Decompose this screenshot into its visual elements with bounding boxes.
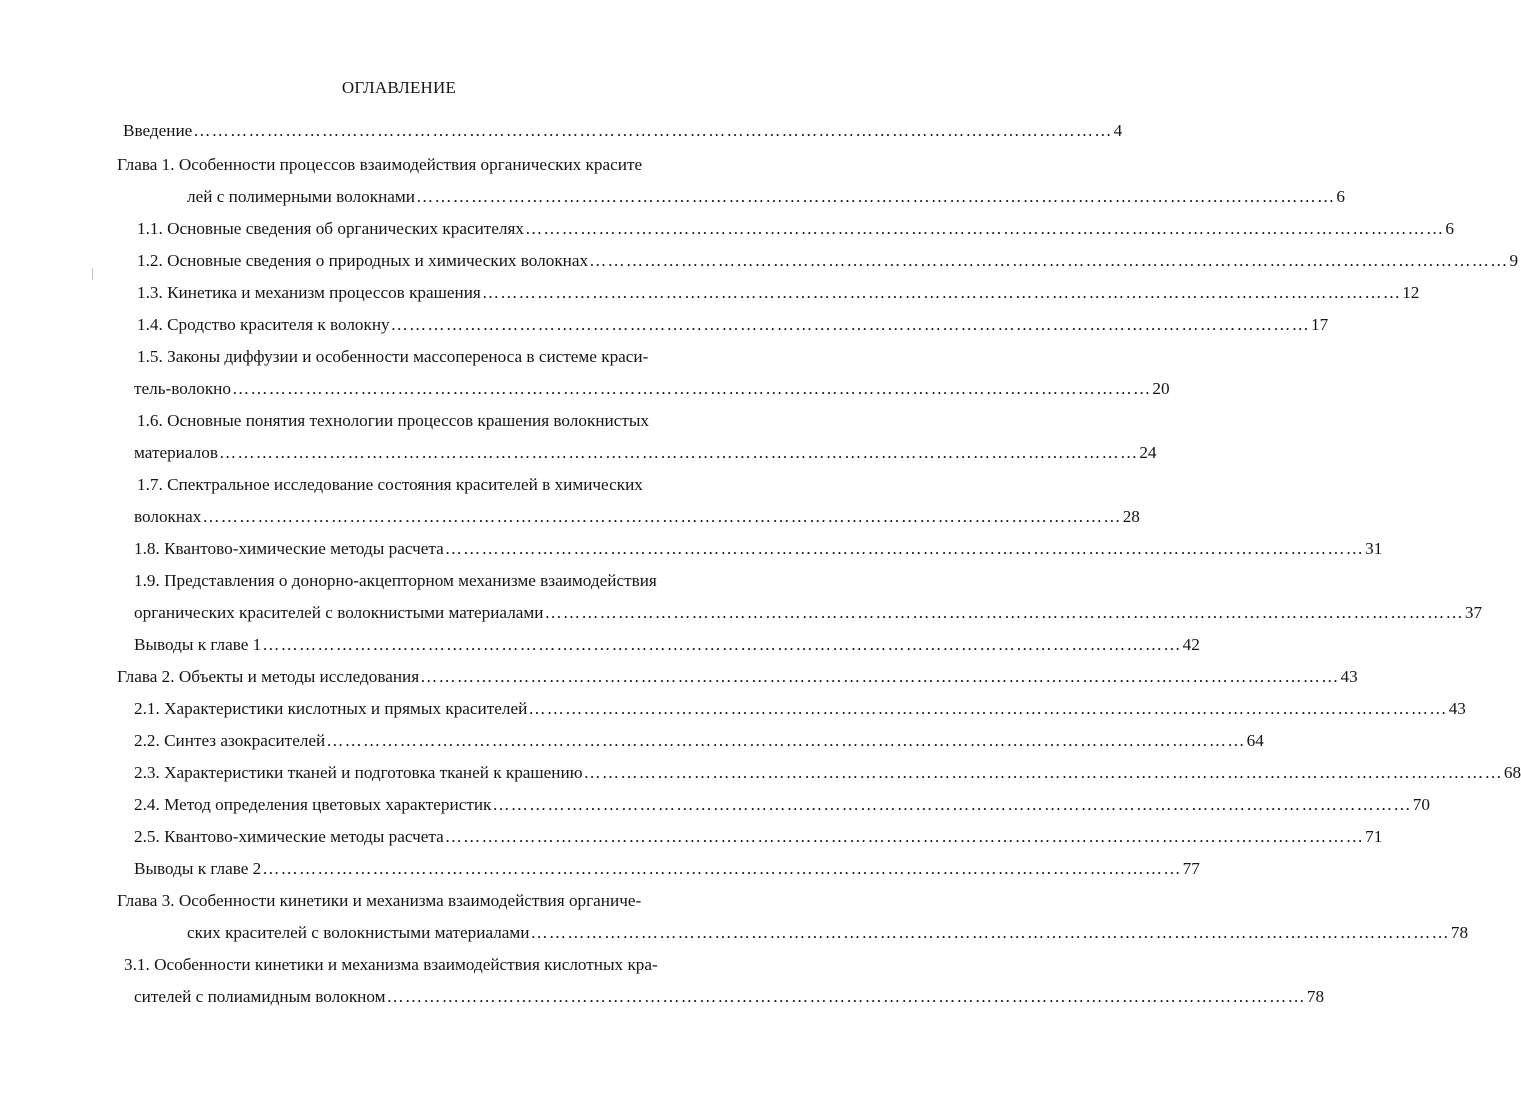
leader-dots: ……………………………………………………………………………………………………………………………………	[492, 795, 1412, 814]
toc-entry-chapter-1	[117, 154, 717, 176]
toc-entry-text: Введение	[123, 121, 193, 140]
toc-entry-text: 1.9. Представления о донорно-акцепторном механизме взаимодействия	[134, 571, 657, 590]
toc-page-number: 28	[1122, 507, 1140, 526]
toc-page-number: 20	[1152, 379, 1170, 398]
toc-entry-text: волокнах	[134, 507, 202, 526]
toc-entry-text: 2.4. Метод определения цветовых характеристик	[134, 795, 492, 814]
toc-entry-1-1	[137, 218, 1454, 240]
toc-entry-text: Выводы к главе 1	[134, 635, 262, 654]
leader-dots: ……………………………………………………………………………………………………………………………………	[386, 987, 1306, 1006]
toc-entry-1-4	[137, 314, 1329, 336]
leader-dots: ……………………………………………………………………………………………………………………………………	[415, 187, 1336, 206]
leader-dots: ……………………………………………………………………………………………………………………………………	[530, 923, 1450, 942]
toc-entry-text: лей с полимерными волокнами	[187, 187, 415, 206]
toc-entry-2-3	[134, 762, 1521, 784]
toc-page-number: 77	[1182, 859, 1200, 878]
toc-entry-text: 1.4. Сродство красителя к волокну	[137, 315, 390, 334]
page-title: ОГЛАВЛЕНИЕ	[341, 78, 457, 97]
toc-entry-chapter-3-cont	[187, 922, 1469, 944]
toc-entry-1-7-cont	[134, 506, 1140, 528]
toc-entry-1-5	[137, 346, 717, 368]
toc-entry-2-5	[134, 826, 1383, 848]
toc-entry-text: сителей с полиамидным волокном	[134, 987, 386, 1006]
toc-page-number: 43	[1448, 699, 1466, 718]
leader-dots: ……………………………………………………………………………………………………………………………………	[262, 635, 1182, 654]
leader-dots: ……………………………………………………………………………………………………………………………………	[420, 667, 1340, 686]
toc-entry-conclusions-1	[134, 634, 1200, 656]
toc-entry-text: 1.3. Кинетика и механизм процессов крашения	[137, 283, 481, 302]
toc-page-number: 37	[1464, 603, 1483, 622]
toc-page-number: 17	[1311, 315, 1329, 334]
toc-entry-text: 2.1. Характеристики кислотных и прямых красителей	[134, 699, 528, 718]
toc-entry-introduction	[123, 120, 1123, 142]
toc-entry-1-8	[134, 538, 1383, 560]
toc-entry-1-7	[137, 474, 717, 496]
leader-dots: ……………………………………………………………………………………………………………………………………	[193, 121, 1113, 140]
toc-page-number: 64	[1246, 731, 1264, 750]
toc-entry-text: ских красителей с волокнистыми материалами	[187, 923, 530, 942]
toc-entry-text: 1.7. Спектральное исследование состояния красителей в химических	[137, 475, 643, 494]
leader-dots: ……………………………………………………………………………………………………………………………………	[528, 699, 1448, 718]
toc-entry-3-1-cont	[134, 986, 1325, 1008]
leader-dots: ……………………………………………………………………………………………………………………………………	[202, 507, 1122, 526]
toc-entry-text: Глава 2. Объекты и методы исследования	[117, 667, 420, 686]
toc-page-number: 68	[1503, 763, 1521, 782]
toc-page-number: 43	[1340, 667, 1358, 686]
toc-entry-1-6	[137, 410, 717, 432]
toc-entry-text: Глава 1. Особенности процессов взаимодействия органических красите	[117, 155, 643, 174]
toc-page-number: 78	[1306, 987, 1325, 1006]
leader-dots: ……………………………………………………………………………………………………………………………………	[390, 315, 1311, 334]
toc-page-number: 24	[1139, 443, 1157, 462]
toc-entry-text: 2.2. Синтез азокрасителей	[134, 731, 326, 750]
toc-entry-2-1	[134, 698, 1466, 720]
toc-entry-1-5-cont	[134, 378, 1170, 400]
toc-entry-chapter-3	[117, 890, 717, 912]
toc-entry-chapter-1-cont	[187, 186, 1345, 208]
toc-entry-3-1	[124, 954, 717, 976]
toc-entry-text: 1.5. Законы диффузии и особенности массопереноса в системе краси-	[137, 347, 649, 366]
leader-dots: ……………………………………………………………………………………………………………………………………	[326, 731, 1246, 750]
leader-dots: ……………………………………………………………………………………………………………………………………	[544, 603, 1464, 622]
toc-entry-2-4	[134, 794, 1430, 816]
toc-entry-text: Глава 3. Особенности кинетики и механизма взаимодействия органиче-	[117, 891, 642, 910]
leader-dots: ……………………………………………………………………………………………………………………………………	[444, 827, 1365, 846]
toc-page-number: 6	[1336, 187, 1345, 206]
toc-page-number: 6	[1445, 219, 1454, 238]
toc-entry-1-3	[137, 282, 1420, 304]
toc-entry-text: 2.3. Характеристики тканей и подготовка тканей к крашению	[134, 763, 583, 782]
leader-dots: ……………………………………………………………………………………………………………………………………	[481, 283, 1402, 302]
toc-page-number: 78	[1450, 923, 1469, 942]
toc-entry-1-2	[137, 250, 1519, 272]
leader-dots: ……………………………………………………………………………………………………………………………………	[589, 251, 1509, 270]
leader-dots: ……………………………………………………………………………………………………………………………………	[262, 859, 1182, 878]
toc-entry-1-6-cont	[134, 442, 1157, 464]
toc-entry-text: 1.6. Основные понятия технологии процессов крашения волокнистых	[137, 411, 649, 430]
leader-dots: ……………………………………………………………………………………………………………………………………	[525, 219, 1445, 238]
toc-entry-1-9-cont	[134, 602, 1483, 624]
toc-entry-text: 1.2. Основные сведения о природных и химических волокнах	[137, 251, 589, 270]
toc-page-number: 9	[1509, 251, 1519, 270]
toc-page-number: 42	[1182, 635, 1200, 654]
leader-dots: ……………………………………………………………………………………………………………………………………	[218, 443, 1139, 462]
toc-entry-text: 3.1. Особенности кинетики и механизма взаимодействия кислотных кра-	[124, 955, 658, 974]
toc-entry-text: 1.8. Квантово-химические методы расчета	[134, 539, 444, 558]
toc-entry-2-2	[134, 730, 1264, 752]
toc-entry-text: органических красителей с волокнистыми материалами	[134, 603, 544, 622]
toc-entry-1-9	[134, 570, 717, 592]
toc-page-number: 70	[1412, 795, 1430, 814]
toc-entry-conclusions-2	[134, 858, 1200, 880]
toc-entry-text: 2.5. Квантово-химические методы расчета	[134, 827, 444, 846]
toc-page-number: 4	[1113, 121, 1123, 140]
leader-dots: ……………………………………………………………………………………………………………………………………	[444, 539, 1365, 558]
toc-page-number: 71	[1365, 827, 1383, 846]
toc-page-number: 31	[1365, 539, 1383, 558]
toc-entry-text: Выводы к главе 2	[134, 859, 262, 878]
scan-artifact	[92, 268, 93, 280]
toc-page-number: 12	[1402, 283, 1420, 302]
toc-entry-text: тель-волокно	[134, 379, 231, 398]
leader-dots: ……………………………………………………………………………………………………………………………………	[231, 379, 1152, 398]
leader-dots: ……………………………………………………………………………………………………………………………………	[583, 763, 1503, 782]
toc-entry-text: 1.1. Основные сведения об органических красителях	[137, 219, 524, 238]
toc-entry-chapter-2	[117, 666, 1358, 688]
toc-entry-text: материалов	[134, 443, 218, 462]
